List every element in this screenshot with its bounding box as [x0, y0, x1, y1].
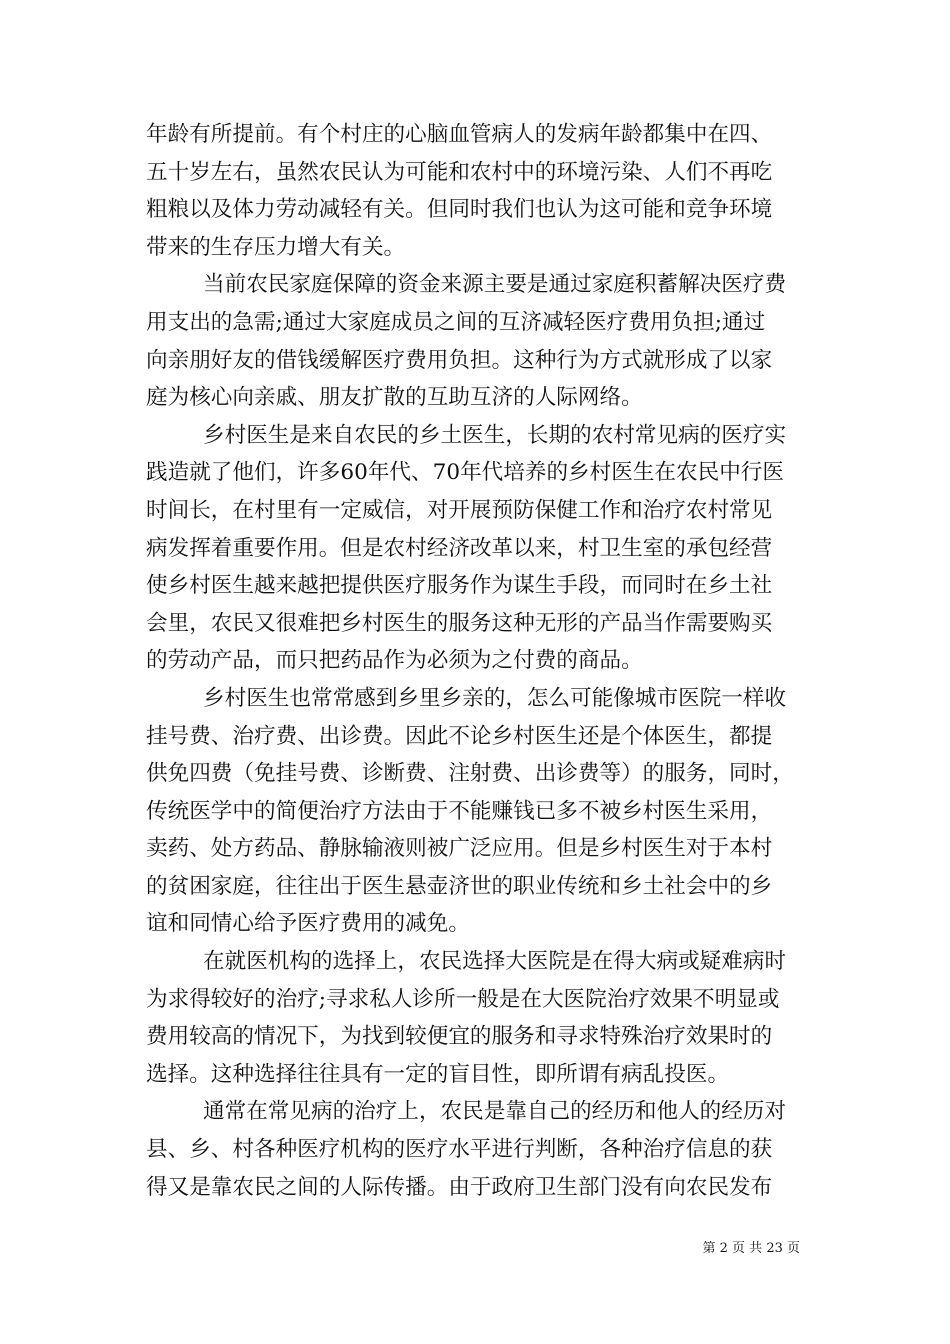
text-line: 乡村医生是来自农民的乡土医生，长期的农村常见病的医疗实 — [203, 422, 787, 448]
text-line: 年龄有所提前。有个村庄的心脑血管病人的发病年龄都集中在四、 — [146, 122, 773, 147]
text-line: 通常在常见病的治疗上，农民是靠自己的经历和他人的经历对 — [203, 1099, 787, 1125]
text-line: 会里，农民又很难把乡村医生的服务这种无形的产品当作需要购买 — [146, 610, 773, 636]
text-line: 挂号费、治疗费、出诊费。因此不论乡村医生还是个体医生，都提 — [146, 723, 773, 749]
text-line: 向亲朋好友的借钱缓解医疗费用负担。这种行为方式就形成了以家 — [146, 347, 773, 373]
text-line: 在就医机构的选择上，农民选择大医院是在得大病或疑难病时 — [203, 949, 787, 975]
text-line: 乡村医生也常常感到乡里乡亲的，怎么可能像城市医院一样收 — [203, 685, 787, 711]
text-line: 费用较高的情况下，为找到较便宜的服务和寻求特殊治疗效果时的 — [146, 1024, 773, 1050]
text-line: 为求得较好的治疗;寻求私人诊所一般是在大医院治疗效果不明显或 — [146, 986, 780, 1012]
text-line: 当前农民家庭保障的资金来源主要是通过家庭积蓄解决医疗费 — [203, 272, 787, 298]
text-line: 卖药、处方药品、静脉输液则被广泛应用。但是乡村医生对于本村 — [146, 836, 773, 862]
text-line: 选择。这种选择往往具有一定的盲目性，即所谓有病乱投医。 — [146, 1061, 730, 1087]
text-line: 带来的生存压力增大有关。 — [146, 234, 406, 260]
text-line: 得又是靠农民之间的人际传播。由于政府卫生部门没有向农民发布 — [146, 1174, 773, 1200]
document-body — [146, 116, 806, 1206]
text-line: 传统医学中的简便治疗方法由于不能赚钱已多不被乡村医生采用， — [146, 798, 773, 824]
text-line: 践造就了他们，许多60年代、70年代培养的乡村医生在农民中行医 — [146, 460, 784, 486]
text-line: 使乡村医生越来越把提供医疗服务作为谋生手段，而同时在乡土社 — [146, 573, 773, 599]
text-line: 病发挥着重要作用。但是农村经济改革以来，村卫生室的承包经营 — [146, 535, 773, 561]
text-line: 县、乡、村各种医疗机构的医疗水平进行判断，各种治疗信息的获 — [146, 1137, 773, 1163]
text-line: 的劳动产品，而只把药品作为必须为之付费的商品。 — [146, 648, 643, 674]
text-line: 粗粮以及体力劳动减轻有关。但同时我们也认为这可能和竞争环境 — [146, 197, 773, 223]
text-line: 时间长，在村里有一定威信，对开展预防保健工作和治疗农村常见 — [146, 497, 773, 523]
text-line: 五十岁左右，虽然农民认为可能和农村中的环境污染、人们不再吃 — [146, 159, 773, 185]
text-line: 庭为核心向亲戚、朋友扩散的互助互济的人际网络。 — [146, 385, 643, 411]
text-line: 用支出的急需;通过大家庭成员之间的互济减轻医疗费用负担;通过 — [146, 309, 766, 335]
text-line: 供免四费（免挂号费、诊断费、注射费、出诊费等）的服务，同时， — [146, 761, 794, 787]
page-number-footer: 第 2 页 共 23 页 — [702, 1241, 800, 1256]
text-line: 的贫困家庭，往往出于医生悬壶济世的职业传统和乡土社会中的乡 — [146, 873, 773, 899]
text-line: 谊和同情心给予医疗费用的减免。 — [146, 911, 470, 937]
